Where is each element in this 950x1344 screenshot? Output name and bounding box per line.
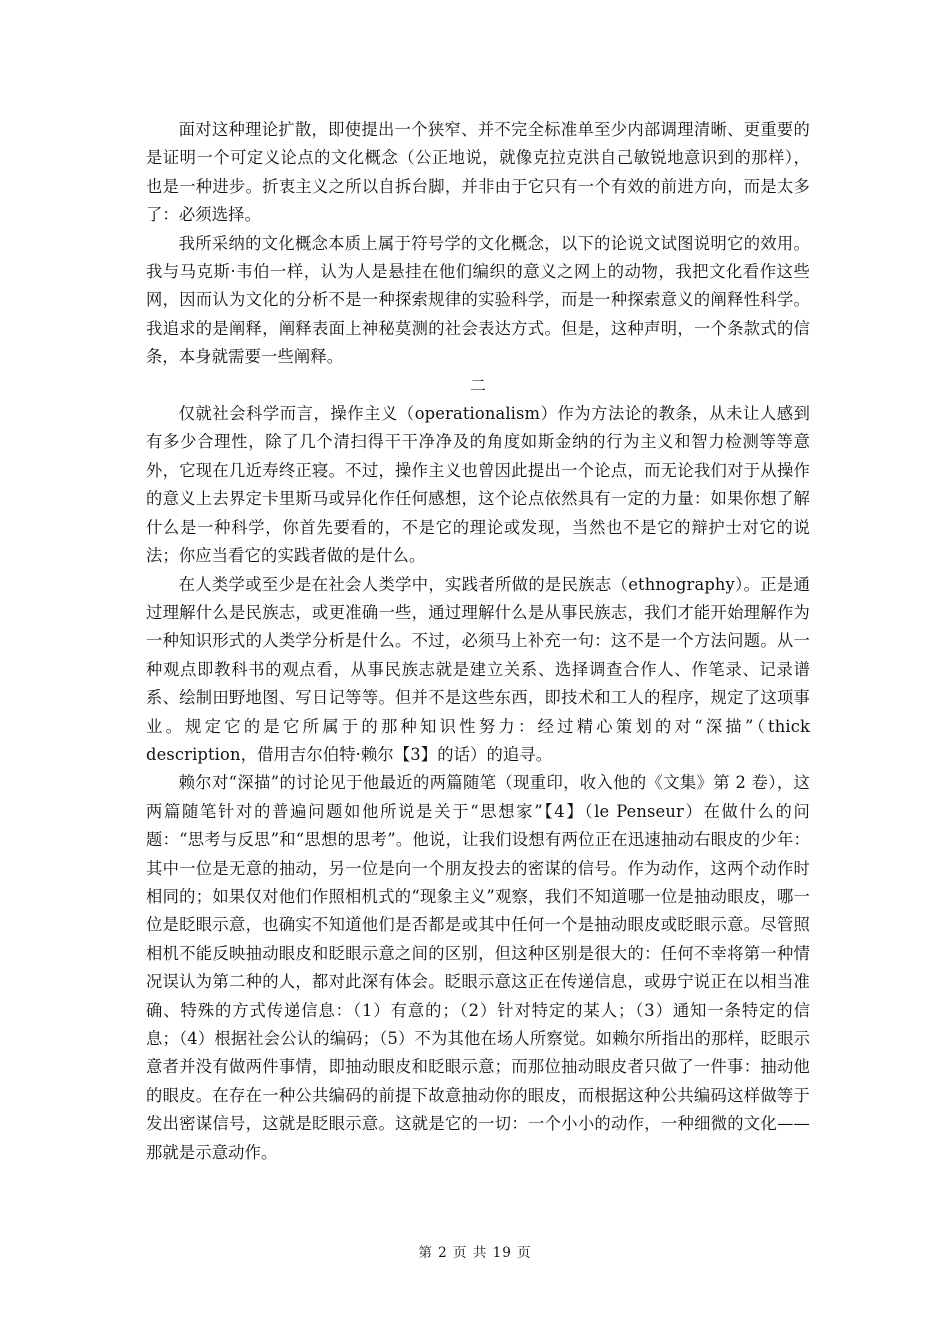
paragraph: 在人类学或至少是在社会人类学中，实践者所做的是民族志（ethnography）。正是通过理解什么是民族志，或更准确一些，通过理解什么是从事民族志，我们才能开始理解作为一种知识形式的人类学分析是什么。不过，必须马上补充一句：这不是一个方法问题。从一种观点即教科书的观点看，从事民族志就是建立关系、选择调查合作人、作笔录、记录谱系、绘制田野地图、写日记等等。但并不是这些东西，即技术和工人的程序，规定了这项事业。规定它的是它所属于的那种知识性努力：经过精心策划的对“深描”（thick description，借用吉尔伯特·赖尔【3】的话）的追寻。	[146, 574, 810, 764]
paragraph: 我所采纳的文化概念本质上属于符号学的文化概念，以下的论说文试图说明它的效用。我与马克斯·韦伯一样，认为人是悬挂在他们编织的意义之网上的动物，我把文化看作这些网，因而认为文化的分析不是一种探索规律的实验科学，而是一种探索意义的阐释性科学。我追求的是阐释，阐释表面上神秘莫测的社会表达方式。但是，这种声明，一个条款式的信条，本身就需要一些阐释。	[146, 233, 810, 367]
paragraph: 仅就社会科学而言，操作主义（operationalism）作为方法论的教条，从未让人感到有多少合理性，除了几个清扫得干干净净及的角度如斯金纳的行为主义和智力检测等等意外，它现在几近寿终正寝。不过，操作主义也曾因此提出一个论点，而无论我们对于从操作的意义上去界定卡里斯马或异化作任何感想，这个论点依然具有一定的力量：如果你想了解什么是一种科学，你首先要看的，不是它的理论或发现，当然也不是它的辩护士对它的说法；你应当看它的实践者做的是什么。	[146, 404, 810, 566]
paragraph: 面对这种理论扩散，即使提出一个狭窄、并不完全标准单至少内部调理清晰、更重要的是证明一个可定义论点的文化概念（公正地说，就像克拉克洪自己敏锐地意识到的那样），也是一种进步。折衷主义之所以自拆台脚，并非由于它只有一个有效的前进方向，而是太多了：必须选择。	[146, 120, 810, 225]
paragraph: 赖尔对“深描”的讨论见于他最近的两篇随笔（现重印，收入他的《文集》第 2 卷），这两篇随笔针对的普遍问题如他所说是关于“思想家”【4】（le Penseur）在做什么的问题：“思考与反思”和“思想的思考”。他说，让我们设想有两位正在迅速抽动右眼皮的少年：其中一位是无意的抽动，另一位是向一个朋友投去的密谋的信号。作为动作，这两个动作时相同的；如果仅对他们作照相机式的“现象主义”观察，我们不知道哪一位是抽动眼皮，哪一位是眨眼示意，也确实不知道他们是否都是或其中任何一个是抽动眼皮或眨眼示意。尽管照相机不能反映抽动眼皮和眨眼示意之间的区别，但这种区别是很大的：任何不幸将第一种情况误认为第二种的人，都对此深有体会。眨眼示意这正在传递信息，或毋宁说正在以相当准确、特殊的方式传递信息：（1）有意的；（2）针对特定的某人；（3）通知一条特定的信息；（4）根据社会公认的编码；（5）不为其他在场人所察觉。如赖尔所指出的那样，眨眼示意者并没有做两件事情，即抽动眼皮和眨眼示意；而那位抽动眼皮者只做了一件事：抽动他的眼皮。在存在一种公共编码的前提下故意抽动你的眼皮，而根据这种公共编码这样做等于发出密谋信号，这就是眨眼示意。这就是它的一切：一个小小的动作，一种细微的文化——那就是示意动作。	[146, 773, 810, 1162]
body-text	[146, 116, 810, 1167]
page-footer: 第 2 页 共 19 页	[418, 1245, 532, 1261]
section-heading: 二	[469, 375, 486, 395]
